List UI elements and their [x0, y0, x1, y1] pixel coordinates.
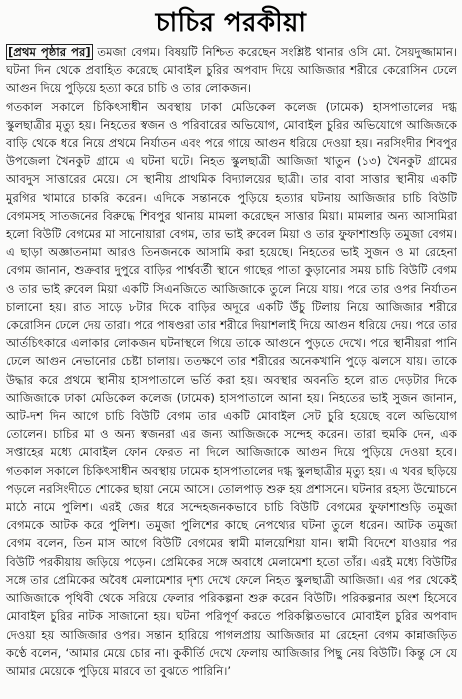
headline: চাচির পরকীয়া	[155, 8, 307, 38]
paragraph-text: গতকাল সকালে চিকিৎসাধীন অবস্থায় ঢাকা মেডিকেল কলেজ (ঢামেক) হাসপাতালের দগ্ধ স্কুলছাত্রীর মৃত্যু হয়। নিহতের স্বজন ও পরিবারের অভিযোগ, মোবাইল চুরির অভিযোগে আজিজকে বাড়ি থেকে ধরে নিয়ে প্রথমে নির্যাতন এবং পরে গায়ে আগুন ধরিয়ে দেওয়া হয়। নরসিংদীর শিবপুর উপজেলা খৈনকুট গ্রামে এ ঘটনা ঘটে। নিহত স্কুলছাত্রী আজিজা খাতুন (১৩) খৈনকুট গ্রামের আবদুস সাত্তারের মেয়ে। সে স্থানীয় প্রাথমিক বিদ্যালয়ের ছাত্রী। তার বাবা সাত্তার স্থানীয় একটি মুরগির খামারে চাকরি করেন। এদিকে সন্তানকে পুড়িয়ে হত্যার ঘটনায় আজিজার চাচি বিউটি বেগমসহ সাতজনের বিরুদ্ধে শিবপুর থানায় মামলা করেছেন সাত্তার মিয়া। মামলার অন্য আসামিরা হলো বিউটি বেগমের মা সানোয়ারা বেগম, তার ভাই রুবেল মিয়া ও তার ফুফাশাশুড়ি তমুজা বেগম। এ ছাড়া অজ্ঞাতনামা আরও তিনজনকে আসামি করা হয়েছে। নিহতের ভাই সুজন ও মা রেহেনা বেগম জানান, শুক্রবার দুপুরে বাড়ির পার্শ্ববর্তী স্থানে গাছের পাতা কুড়ানোর সময় চাচি বিউটি বেগম ও তার ভাই রুবেল মিয়া একটি সিএনজিতে আজিজাকে তুলে নিয়ে যায়। পরে তার ওপর নির্যাতন চালানো হয়। রাত সাড়ে ৮টার দিকে বাড়ির অদূরে একটি উঁচু টিলায় নিয়ে আজিজার শরীরে কেরোসিন ঢেলে দেয় তারা। পরে পাষণ্ডরা তার শরীরে দিয়াশলাই দিয়ে আগুন ধরিয়ে দেয়। পরে তার আর্তচিৎকারে এলাকার লোকজন ঘটনাস্থলে গিয়ে তাকে আগুনে পুড়তে দেখে। পরে স্থানীয়রা পানি ঢেলে আগুন নেভানোর চেষ্টা চালায়। ততক্ষণে তার শরীরের অনেকখানি পুড়ে ঝলসে যায়। তাকে উদ্ধার করে প্রথমে স্থানীয় হাসপাতালে ভর্তি করা হয়। অবস্থার অবনতি হলে রাত দেড়টার দিকে আজিজাকে ঢাকা মেডিকেল কলেজ (ঢামেক) হাসপাতালে আনা হয়। নিহতের ভাই সুজন জানান, আট-দশ দিন আগে চাচি বিউটি বেগম তার একটি মোবাইল সেট চুরি হয়েছে বলে অভিযোগ তোলেন। চাচির মা ও অন্য স্বজনরা এর জন্য আজিজকে সন্দেহ করেন। তারা হুমকি দেন, এক সপ্তাহের মধ্যে মোবাইল ফোন ফেরত না দিলে আজিজাকে আগুন দিয়ে পুড়িয়ে দেওয়া হবে। গতকাল সকালে চিকিৎসাধীন অবস্থায় ঢামেক হাসপাতালের দগ্ধ স্কুলছাত্রীর মৃত্যু হয়। এ খবর ছড়িয়ে পড়লে নরসিংদীতে শোকের ছায়া নেমে আসে। তোলপাড় শুরু হয় প্রশাসনে। ঘটনার রহস্য উন্মোচনে মাঠে নামে পুলিশ। এরই জের ধরে সন্দেহজনকভাবে চাচি বিউটি বেগমের ফুফাশাশুড়ি তমুজা বেগমকে আটক করে পুলিশ। তমুজা পুলিশের কাছে নেপথ্যের ঘটনা তুলে ধরেন। আটক তমুজা বেগম বলেন, তিন মাস আগে বিউটি বেগমের স্বামী মালয়েশিয়া যান। স্বামী বিদেশে যাওয়ার পর বিউটি পরকীয়ায় জড়িয়ে পড়েন। প্রেমিকের সঙ্গে অবাধে মেলামেশা হতো তাঁর। এরই মধ্যে বিউটির সঙ্গে তার প্রেমিকের অবৈধ মেলামেশার দৃশ্য দেখে ফেলে নিহত স্কুলছাত্রী আজিজা। এর পর থেকেই আজিজাকে পৃথিবী থেকে সরিয়ে ফেলার পরিকল্পনা শুরু করেন বিউটি। পরিকল্পনার অংশ হিসেবে মোবাইল চুরির নাটক সাজানো হয়। ঘটনা পরিপূর্ণ করতে পরিকল্পিতভাবে মোবাইল চুরির অপবাদ দেওয়া হয় আজিজার ওপর। সন্তান হারিয়ে পাগলপ্রায় আজিজার মা রেহেনা বেগম কান্নাজড়িত কণ্ঠে বলেন, ‘আমার মেয়ে চোর না। কুকীর্তি দেখে ফেলায় আজিজার পিছু নেয় বিউটি। কিন্তু সে যে আমার মেয়েকে পুড়িয়ে মারবে তা বুঝতে পারিনি।’	[6, 99, 457, 678]
paragraph-text: তমজা বেগম। বিষয়টি নিশ্চিত করেছেন সংশ্লিষ্ট থানার ওসি মো. সৈয়দুজ্জামান। ঘটনা দিন থেকে প্রবাহিত করেছে মোবাইল চুরির অপবাদ দিয়ে আজিজার শরীরে কেরোসিন ঢেলে আগুন দিয়ে পুড়িয়ে হত্যা করে চাচি ও তার লোকজন।	[6, 45, 457, 96]
article-paragraph	[6, 98, 457, 681]
article-paragraph	[6, 43, 457, 98]
article-body	[6, 43, 457, 693]
continuation-tag: [প্রথম পৃষ্ঠার পর]	[8, 45, 91, 59]
